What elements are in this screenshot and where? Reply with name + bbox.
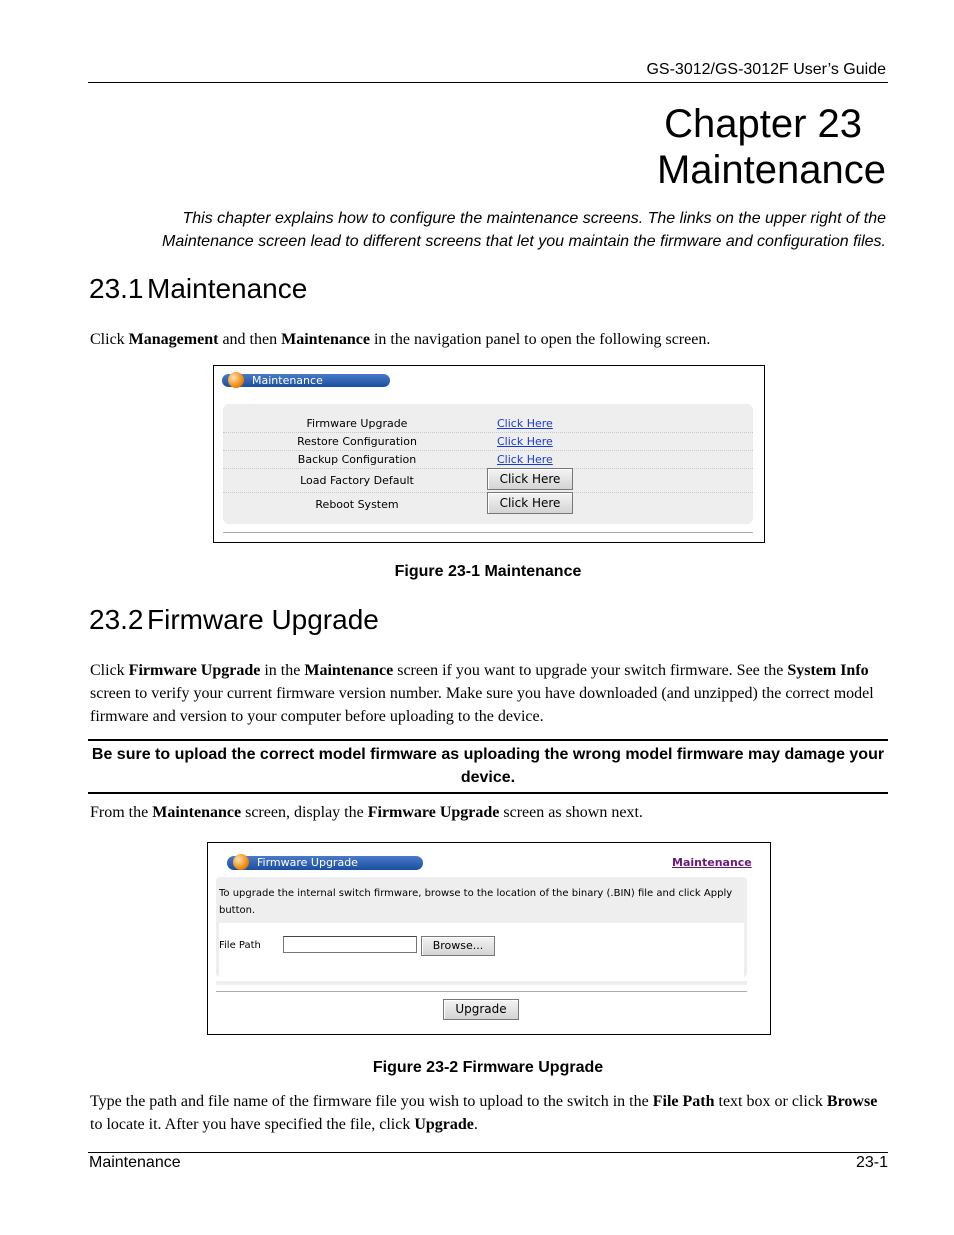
figure-maintenance-screen bbox=[213, 365, 765, 543]
running-header: GS-3012/GS-3012F User’s Guide bbox=[646, 61, 886, 78]
figure-caption-2: Figure 23-2 Firmware Upgrade bbox=[372, 1059, 604, 1076]
text-run: screen if you want to upgrade your switch firmware. See the bbox=[393, 662, 788, 679]
text-run: and then bbox=[218, 331, 282, 348]
load-factory-default-button[interactable]: Click Here bbox=[487, 468, 573, 490]
file-path-input[interactable] bbox=[283, 936, 417, 953]
bold-term: Maintenance bbox=[281, 331, 370, 348]
text-run: screen as shown next. bbox=[499, 804, 643, 821]
panel-title-bar bbox=[227, 856, 423, 870]
row-label: Reboot System bbox=[315, 498, 399, 511]
text-run: From the bbox=[90, 804, 153, 821]
chapter-intro: This chapter explains how to configure the maintenance screens. The links on the upper right of the Maintenance screen lead to different screens that let you maintain the firmware and configuration files. bbox=[162, 210, 886, 250]
browse-button[interactable]: Browse... bbox=[421, 936, 495, 956]
orb-icon bbox=[228, 372, 244, 388]
list-item bbox=[223, 432, 753, 451]
list-item bbox=[223, 468, 753, 493]
firmware-upgrade-link[interactable]: Click Here bbox=[497, 417, 553, 430]
backup-configuration-link[interactable]: Click Here bbox=[497, 453, 553, 466]
panel-title: Firmware Upgrade bbox=[257, 856, 358, 869]
file-path-label: File Path bbox=[219, 940, 261, 951]
text-run: text box or click bbox=[714, 1093, 827, 1110]
panel-divider bbox=[216, 991, 747, 992]
panel-title-bar bbox=[222, 374, 390, 387]
figure-caption-1: Figure 23-1 Maintenance bbox=[394, 563, 582, 580]
row-label: Backup Configuration bbox=[297, 453, 417, 466]
bold-term: File Path bbox=[652, 1093, 715, 1110]
panel-title: Maintenance bbox=[252, 374, 323, 387]
list-item bbox=[223, 492, 753, 516]
bold-term: Management bbox=[128, 331, 219, 348]
bold-term: Browse bbox=[826, 1093, 878, 1110]
warning-note: Be sure to upload the correct model firmware as uploading the wrong model firmware may damage your device. bbox=[88, 739, 888, 794]
row-label: Firmware Upgrade bbox=[306, 417, 408, 430]
restore-configuration-link[interactable]: Click Here bbox=[497, 435, 553, 448]
upgrade-instructions: To upgrade the internal switch firmware, browse to the location of the binary (.BIN) file and click Apply button. bbox=[219, 888, 733, 916]
section2-paragraph-2 bbox=[90, 801, 890, 824]
bold-term: Firmware Upgrade bbox=[128, 662, 261, 679]
text-run: Click bbox=[90, 662, 129, 679]
text-run: to locate it. After you have specified the file, click bbox=[90, 1116, 415, 1133]
text-run: in the bbox=[260, 662, 305, 679]
chapter-number: Chapter 23 bbox=[664, 102, 862, 146]
section-heading-1 bbox=[89, 273, 307, 305]
bold-term: Maintenance bbox=[304, 662, 394, 679]
section-number: 23.1 bbox=[89, 273, 144, 304]
section-heading-2 bbox=[89, 604, 379, 636]
orb-icon bbox=[233, 854, 249, 870]
bold-term: Maintenance bbox=[152, 804, 242, 821]
section-title: Maintenance bbox=[147, 273, 308, 304]
text-run: in the navigation panel to open the following screen. bbox=[369, 331, 711, 348]
upgrade-button[interactable]: Upgrade bbox=[443, 999, 519, 1020]
section-title: Firmware Upgrade bbox=[147, 604, 379, 635]
section2-paragraph bbox=[90, 659, 890, 728]
list-item bbox=[223, 414, 753, 433]
bold-term: Upgrade bbox=[414, 1116, 474, 1133]
figure-firmware-upgrade-screen bbox=[207, 842, 771, 1035]
section1-paragraph bbox=[90, 328, 890, 351]
panel-divider bbox=[223, 532, 753, 533]
text-run: screen, display the bbox=[241, 804, 368, 821]
chapter-title: Maintenance bbox=[656, 148, 886, 192]
row-label: Load Factory Default bbox=[300, 474, 414, 487]
bold-term: System Info bbox=[787, 662, 869, 679]
text-run: . bbox=[473, 1116, 478, 1133]
section-number: 23.2 bbox=[89, 604, 144, 635]
maintenance-nav-link[interactable]: Maintenance bbox=[672, 856, 752, 869]
list-item bbox=[223, 450, 753, 469]
footer-chapter-name: Maintenance bbox=[89, 1154, 181, 1171]
header-rule bbox=[88, 82, 888, 83]
panel-footer-band bbox=[216, 981, 747, 985]
page-number: 23-1 bbox=[855, 1154, 888, 1171]
text-run: Type the path and file name of the firmware file you wish to upload to the switch in the bbox=[90, 1093, 653, 1110]
closing-paragraph bbox=[90, 1090, 890, 1136]
row-label: Restore Configuration bbox=[297, 435, 417, 448]
reboot-system-button[interactable]: Click Here bbox=[487, 492, 573, 514]
footer-rule bbox=[88, 1152, 888, 1153]
text-run: screen to verify your current firmware version number. Make sure you have downloaded (and unzipped) the correct model firmware and version to your computer before uploading to the device. bbox=[90, 685, 874, 725]
bold-term: Firmware Upgrade bbox=[367, 804, 500, 821]
text-run: Click bbox=[90, 331, 129, 348]
